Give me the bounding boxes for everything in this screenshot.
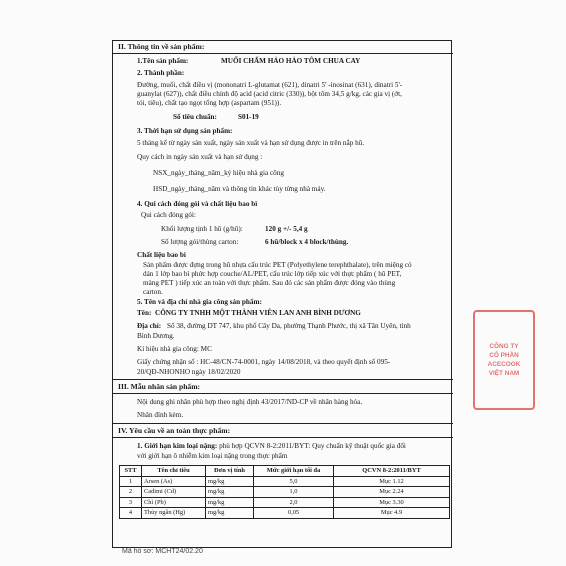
table-cell: Mục 3.30 <box>334 497 450 508</box>
divider <box>113 53 453 54</box>
table-cell: mg/kg <box>206 497 254 508</box>
address-line: Bình Dương. <box>137 332 175 340</box>
column-header: Mức giới hạn tối đa <box>254 466 334 477</box>
table-cell: Arsen (As) <box>142 476 206 487</box>
table-cell: mg/kg <box>206 508 254 519</box>
material-line: dán 1 lớp bao bì phức hợp couche/AL/PET, cấu trúc lớp tiếp xúc với thực phẩm ( hũ PET, <box>143 270 402 278</box>
section-3-heading: III. Mẫu nhãn sản phẩm: <box>118 382 201 391</box>
shelf-life-label: 3. Thời hạn sử dụng sản phẩm: <box>137 127 233 135</box>
material-line: carton. <box>143 288 163 296</box>
table-row <box>120 487 450 498</box>
heavy-metal-line: với giới hạn ô nhiễm kim loại nặng trong thực phẩm <box>137 452 288 460</box>
company-stamp <box>473 310 535 410</box>
hsd-format: HSD_ngày_tháng_năm và thông tin khác tùy từng nhà máy. <box>153 185 326 193</box>
composition-line: Đường, muối, chất điều vị (mononatri L-glutamat (621), dinatri 5' -inosinat (631), dinatri 5'- <box>137 81 403 89</box>
dossier-code: Mã hồ sơ: MCHT24/02.20 <box>122 548 203 555</box>
stamp-line: VIỆT NAM <box>488 370 520 377</box>
material-line: màng PET ) tiếp xúc an toàn với thực phẩm. Sau đó các sản phẩm được đóng vào thùng <box>143 279 396 287</box>
label-attachment-text: Nhãn đính kèm. <box>137 411 184 419</box>
section-2-heading: II. Thông tin về sản phẩm: <box>118 42 205 51</box>
column-header: STT <box>120 466 142 477</box>
column-header: Đơn vị tính <box>206 466 254 477</box>
table-row <box>120 508 450 519</box>
divider <box>113 379 453 380</box>
material-label: Chất liệu bao bì <box>137 251 186 259</box>
stamp-line: CỔ PHẦN <box>489 352 519 359</box>
divider <box>113 437 453 438</box>
heavy-metal-line: phù hợp QCVN 8-2:2011/BYT: Quy chuẩn kỹ thuật quốc gia đối <box>217 442 406 450</box>
table-cell: 2,0 <box>254 497 334 508</box>
composition-label: 2. Thành phần: <box>137 69 185 77</box>
table-cell: Cadimi (Cd) <box>142 487 206 498</box>
table-cell: Chì (Pb) <box>142 497 206 508</box>
standard-value: S01-19 <box>238 113 259 121</box>
table-cell: mg/kg <box>206 476 254 487</box>
nsx-format: NSX_ngày_tháng_năm_ký hiệu nhà gia công <box>153 169 284 177</box>
carton-value: 6 hũ/block x 4 block/thùng. <box>265 238 349 246</box>
packaging-sub: Qui cách đóng gói: <box>141 211 196 219</box>
date-print-rule: Quy cách in ngày sản xuất và hạn sử dụng : <box>137 153 263 161</box>
table-cell: 2 <box>120 487 142 498</box>
section-4-heading: IV. Yêu cầu về an toàn thực phẩm: <box>118 426 231 435</box>
stamp-line: ACECOOK <box>487 361 521 368</box>
table-cell: 3 <box>120 497 142 508</box>
stamp-line: CÔNG TY <box>489 343 519 350</box>
column-header: QCVN 8-2:2011/BYT <box>334 466 450 477</box>
table-header-row <box>120 466 450 477</box>
table-cell: 0,05 <box>254 508 334 519</box>
table-cell: Mục 1.12 <box>334 476 450 487</box>
table-cell: 4 <box>120 508 142 519</box>
shelf-life-text: 5 tháng kể từ ngày sản xuất, ngày sản xuất và hạn sử dụng được in trên nắp hũ. <box>137 139 365 147</box>
heavy-metal-text <box>137 442 406 451</box>
divider <box>113 423 453 424</box>
product-name-label: 1.Tên sản phẩm: <box>137 57 189 65</box>
table-cell: 1 <box>120 476 142 487</box>
table-cell: 5,0 <box>254 476 334 487</box>
table-cell: Mục 2.24 <box>334 487 450 498</box>
net-weight-label: Khối lượng tịnh 1 hũ (g/hũ): <box>161 225 243 233</box>
processor-symbol: Kí hiệu nhà gia công: MC <box>137 345 212 353</box>
column-header: Tên chỉ tiêu <box>142 466 206 477</box>
heavy-metal-table <box>119 465 450 519</box>
address-label: Địa chỉ: <box>137 322 162 330</box>
certificate-line: 20/QĐ-NHONHO ngày 18/02/2020 <box>137 368 241 376</box>
carton-label: Số lượng gói/thùng carton: <box>161 238 239 246</box>
table-row <box>120 497 450 508</box>
table-cell: Thủy ngân (Hg) <box>142 508 206 519</box>
composition-line: tỏi, tiêu), chất tạo ngọt tổng hợp (aspartam (951)). <box>137 99 282 107</box>
label-compliance-text: Nội dung ghi nhãn phù hợp theo nghị định 43/2017/ND-CP về nhãn hàng hóa. <box>137 398 363 406</box>
net-weight-value: 120 g +/- 5,4 g <box>265 225 308 233</box>
composition-line: guanylat (627)), chất điều chỉnh độ acid (acid citric (330)), bột tôm 34,5 g/kg, các gia vị (ớt, <box>137 90 402 98</box>
material-line: Sản phẩm được đựng trong hũ nhựa cấu trúc PET (Polyethylene terephthalate), trên miệng có <box>143 261 412 269</box>
table-cell: Mục 4.9 <box>334 508 450 519</box>
table-cell: mg/kg <box>206 487 254 498</box>
table-cell: 1,0 <box>254 487 334 498</box>
standard-label: Số tiêu chuẩn: <box>173 113 217 121</box>
manufacturer-name: CÔNG TY TNHH MỘT THÀNH VIÊN LAN ANH BÌNH DƯƠNG <box>155 309 361 317</box>
manufacturer-label: 5. Tên và địa chỉ nhà gia công sản phẩm: <box>137 298 262 306</box>
heavy-metal-label: 1. Giới hạn kim loại nặng: <box>137 442 218 450</box>
certificate-line: Giấy chứng nhận số : HC-48/CN-74-0001, ngày 14/08/2018, và theo quyết định số 095- <box>137 358 391 366</box>
address-line: Số 38, đường DT 747, khu phố Cây Da, phường Thạnh Phước, thị xã Tân Uyên, tỉnh <box>167 322 411 330</box>
document-frame <box>112 40 452 548</box>
packaging-label: 4. Qui cách đóng gói và chất liệu bao bì <box>137 200 258 208</box>
table-row <box>120 476 450 487</box>
divider <box>113 393 453 394</box>
manufacturer-name-label: Tên: <box>137 309 152 317</box>
product-name: MUỐI CHẤM HẢO HẢO TÔM CHUA CAY <box>221 57 361 65</box>
